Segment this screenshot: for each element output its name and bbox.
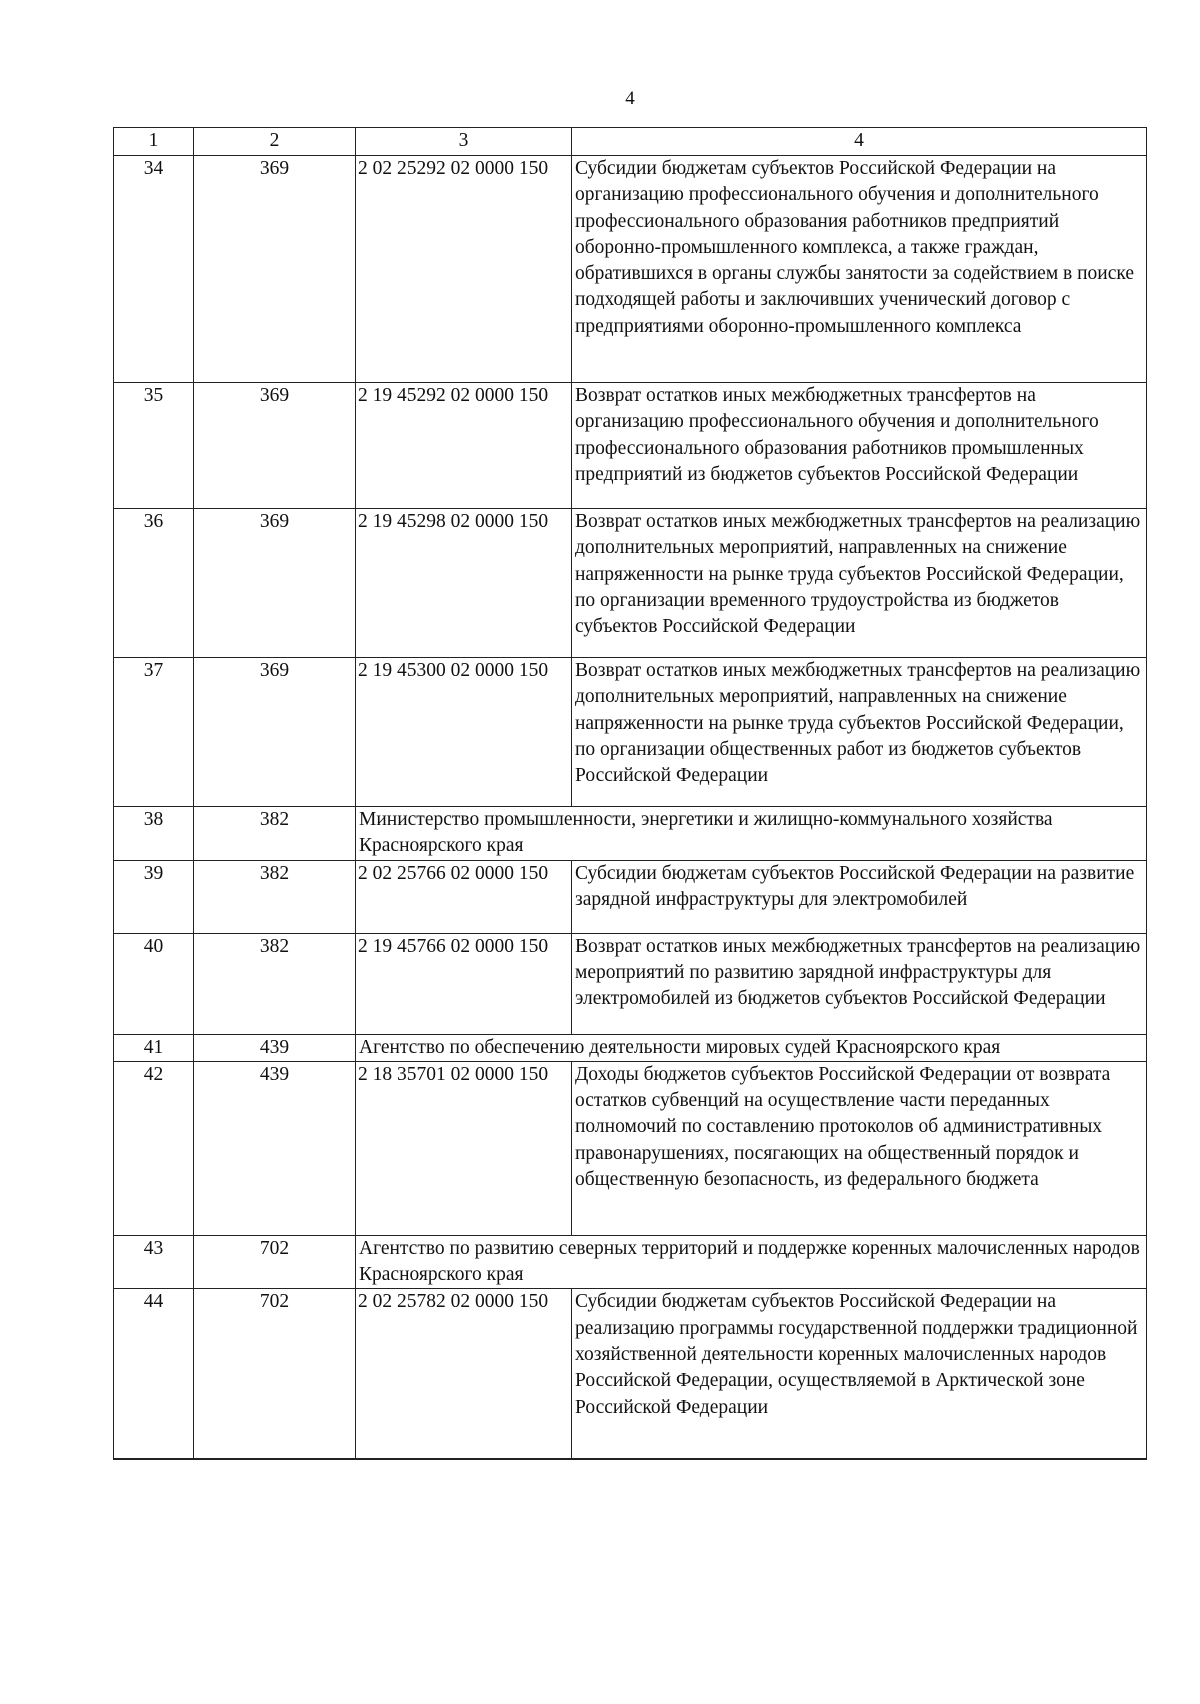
income-name-cell: Доходы бюджетов субъектов Российской Федерации от возврата остатков субвенций на осуществление части переданных полномочий по составлению протоколов об административных правонарушениях, посягающих на общественный порядок и общественную безопасность, из федерального бюджета [572,1061,1147,1235]
row-number-cell: 43 [114,1235,194,1289]
row-number-cell: 34 [114,156,194,383]
admin-code-cell: 369 [194,156,356,383]
agency-name-cell: Агентство по обеспечению деятельности мировых судей Красноярского края [356,1034,1147,1061]
admin-code-cell: 369 [194,383,356,509]
row-number-cell: 44 [114,1289,194,1459]
admin-code-cell: 702 [194,1235,356,1289]
row-number-cell: 38 [114,807,194,861]
row-number-cell: 35 [114,383,194,509]
table-row [114,1061,1147,1235]
income-name-cell: Возврат остатков иных межбюджетных трансфертов на организацию профессионального обучения и дополнительного профессионального образования работников промышленных предприятий из бюджетов субъектов Российской Федерации [572,383,1147,509]
budget-code-cell: 2 19 45766 02 0000 150 [356,933,572,1034]
row-number-cell: 36 [114,509,194,658]
income-name-cell: Возврат остатков иных межбюджетных трансфертов на реализацию дополнительных мероприятий, направленных на снижение напряженности на рынке труда субъектов Российской Федерации, по организации временного трудоустройства из бюджетов субъектов Российской Федерации [572,509,1147,658]
header-cell-4: 4 [572,128,1147,156]
income-name-cell: Субсидии бюджетам субъектов Российской Федерации на организацию профессионального обучения и дополнительного профессионального образования работников предприятий оборонно-промышленного комплекса, а также граждан, обратившихся в органы службы занятости за содействием в поиске подходящей работы и заключивших ученический договор с предприятиями оборонно-промышленного комплекса [572,156,1147,383]
admin-code-cell: 369 [194,509,356,658]
budget-code-cell: 2 19 45292 02 0000 150 [356,383,572,509]
budget-codes-table [113,127,1147,1460]
admin-code-cell: 369 [194,658,356,807]
agency-name-cell: Агентство по развитию северных территорий и поддержке коренных малочисленных народов Красноярского края [356,1235,1147,1289]
income-name-cell: Возврат остатков иных межбюджетных трансфертов на реализацию мероприятий по развитию зарядной инфраструктуры для электромобилей из бюджетов субъектов Российской Федерации [572,933,1147,1034]
table-row [114,509,1147,658]
admin-code-cell: 439 [194,1061,356,1235]
agency-name-cell: Министерство промышленности, энергетики и жилищно-коммунального хозяйства Красноярского края [356,807,1147,861]
admin-code-cell: 382 [194,807,356,861]
table-row [114,1289,1147,1459]
table-row-agency [114,1034,1147,1061]
row-number-cell: 37 [114,658,194,807]
table-row [114,156,1147,383]
budget-code-cell: 2 19 45300 02 0000 150 [356,658,572,807]
budget-code-cell: 2 02 25782 02 0000 150 [356,1289,572,1459]
budget-code-cell: 2 19 45298 02 0000 150 [356,509,572,658]
header-row [114,128,1147,156]
row-number-cell: 42 [114,1061,194,1235]
page-number: 4 [625,88,635,109]
header-cell-1: 1 [114,128,194,156]
budget-code-cell: 2 18 35701 02 0000 150 [356,1061,572,1235]
table-row [114,658,1147,807]
row-number-cell: 39 [114,860,194,933]
row-number-cell: 40 [114,933,194,1034]
income-name-cell: Субсидии бюджетам субъектов Российской Федерации на развитие зарядной инфраструктуры для электромобилей [572,860,1147,933]
budget-code-cell: 2 02 25766 02 0000 150 [356,860,572,933]
admin-code-cell: 382 [194,860,356,933]
table-row [114,933,1147,1034]
row-number-cell: 41 [114,1034,194,1061]
budget-code-cell: 2 02 25292 02 0000 150 [356,156,572,383]
income-name-cell: Возврат остатков иных межбюджетных трансфертов на реализацию дополнительных мероприятий, направленных на снижение напряженности на рынке труда субъектов Российской Федерации, по организации общественных работ из бюджетов субъектов Российской Федерации [572,658,1147,807]
admin-code-cell: 702 [194,1289,356,1459]
admin-code-cell: 439 [194,1034,356,1061]
table-row-agency [114,807,1147,861]
table-row [114,383,1147,509]
header-cell-3: 3 [356,128,572,156]
income-name-cell: Субсидии бюджетам субъектов Российской Федерации на реализацию программы государственной поддержки традиционной хозяйственной деятельности коренных малочисленных народов Российской Федерации, осуществляемой в Арктической зоне Российской Федерации [572,1289,1147,1459]
admin-code-cell: 382 [194,933,356,1034]
header-cell-2: 2 [194,128,356,156]
table-row [114,860,1147,933]
table-row-agency [114,1235,1147,1289]
